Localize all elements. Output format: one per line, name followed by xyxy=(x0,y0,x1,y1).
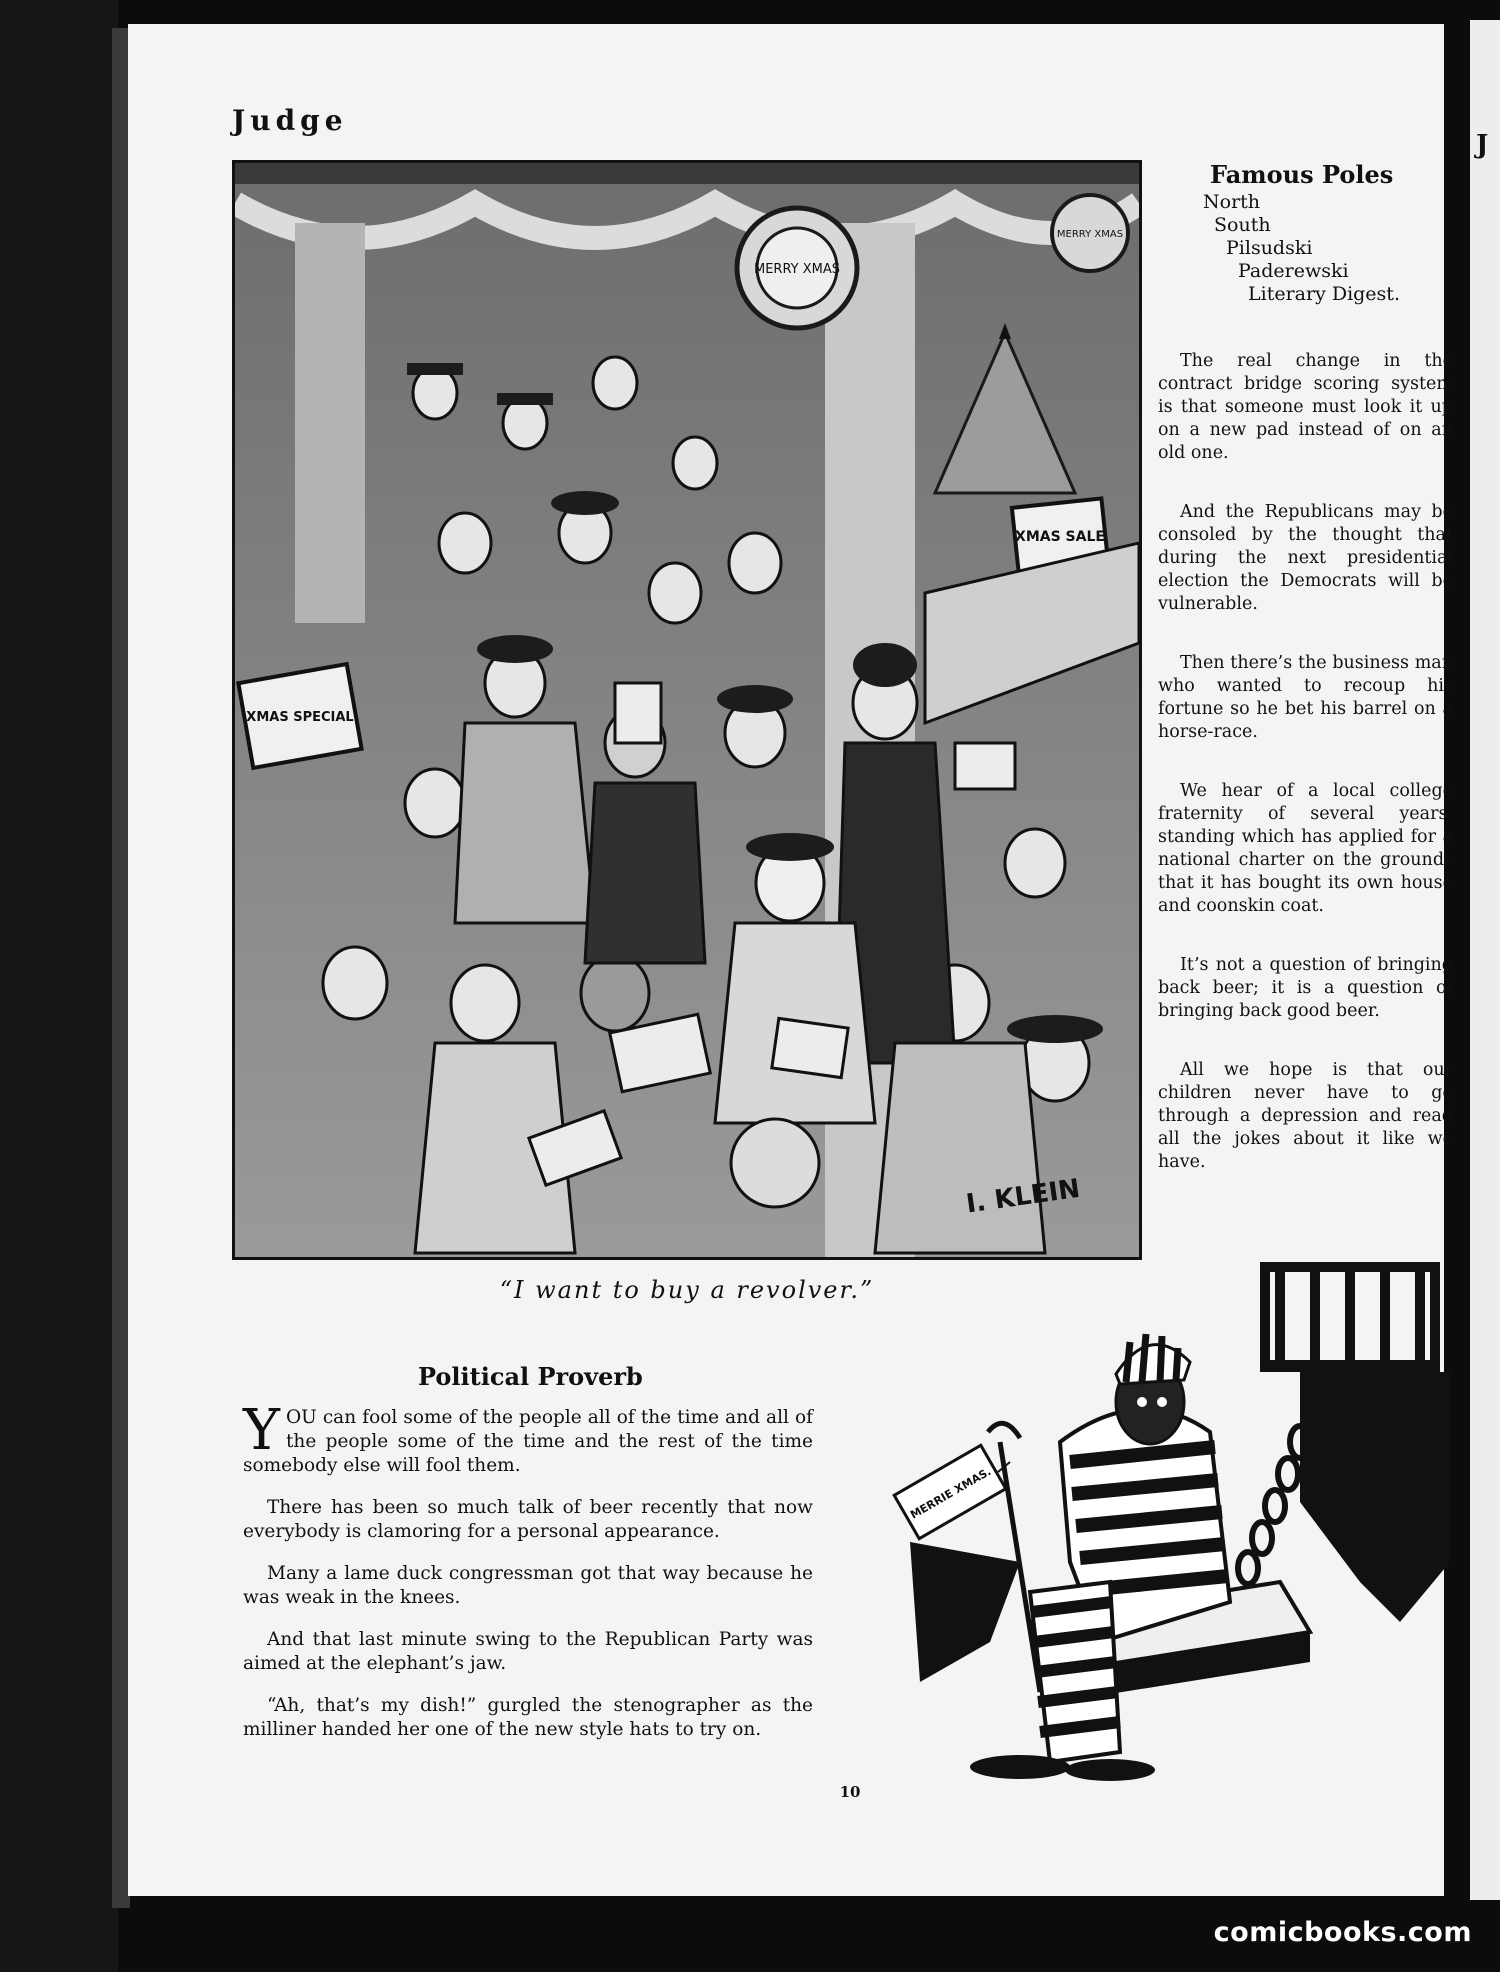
next-page-edge: J xyxy=(1470,20,1500,1900)
sign-xmas-sale: XMAS SALE xyxy=(1015,529,1105,545)
pole-item: Pilsudski xyxy=(1226,237,1313,259)
masthead: Judge xyxy=(232,104,348,137)
drop-cap: Y xyxy=(243,1398,280,1463)
right-column xyxy=(1158,160,1453,1174)
prisoner-tag-text: MERRIE XMAS. xyxy=(908,1464,994,1522)
joke-paragraph: Then there’s the business man who wanted to recoup his fortune so he bet his barrel on a horse-race. xyxy=(1158,653,1453,742)
proverb-paragraph: Many a lame duck congressman got that way because he was weak in the knees. xyxy=(243,1563,813,1608)
pole-item: Literary Digest. xyxy=(1248,283,1400,305)
christmas-crowd-cartoon xyxy=(232,160,1142,1260)
proverb-paragraph xyxy=(243,1398,813,1478)
proverb-paragraph: “Ah, that’s my dish!” gurgled the stenographer as the milliner handed her one of the new style hats to try on. xyxy=(243,1695,813,1740)
famous-poles-title: Famous Poles xyxy=(1210,160,1394,189)
proverb-paragraph: And that last minute swing to the Republican Party was aimed at the elephant’s jaw. xyxy=(243,1629,813,1674)
crowd-illustration xyxy=(235,163,1139,1257)
proverb-first-text: OU can fool some of the people all of the time and all of the people some of the time and the rest of the time somebody else will fool them. xyxy=(243,1407,813,1476)
prisoner-illustration xyxy=(880,1262,1450,1782)
sign-merry-xmas: MERRY XMAS xyxy=(753,262,841,277)
sign-xmas-special: XMAS SPECIAL xyxy=(246,710,354,725)
page-number: 10 xyxy=(839,1783,861,1801)
joke-paragraph: We hear of a local college fraternity of several years’ standing which has applied for a national charter on the grounds that it has bought its own house and coonskin coat. xyxy=(1158,781,1453,916)
artist-signature: I. KLEIN xyxy=(964,1173,1082,1220)
pole-item: North xyxy=(1203,191,1261,213)
proverb-paragraph: There has been so much talk of beer recently that now everybody is clamoring for a personal appearance. xyxy=(243,1497,813,1542)
sign-merry-xmas-right: MERRY XMAS xyxy=(1056,229,1124,240)
pole-item: Paderewski xyxy=(1238,260,1349,282)
proverb-title: Political Proverb xyxy=(418,1362,643,1391)
scan-border-left xyxy=(0,0,118,1972)
joke-paragraph: It’s not a question of bringing back beer; it is a question of bringing back good beer. xyxy=(1158,955,1453,1021)
pole-item: South xyxy=(1214,214,1271,236)
joke-paragraph: And the Republicans may be consoled by the thought that during the next presidential election the Democrats will be vulnerable. xyxy=(1158,502,1453,614)
cartoon-caption: “I want to buy a revolver.” xyxy=(499,1276,875,1304)
joke-list xyxy=(1158,350,1453,1174)
prisoner-cartoon xyxy=(880,1262,1450,1782)
joke-paragraph: The real change in the contract bridge scoring system is that someone must look it up on a new pad instead of on an old one. xyxy=(1158,351,1453,463)
watermark: comicbooks.com xyxy=(1213,1917,1472,1948)
joke-paragraph: All we hope is that our children never have to go through a depression and read all the jokes about it like we have. xyxy=(1158,1060,1453,1172)
proverb-body xyxy=(243,1398,813,1760)
